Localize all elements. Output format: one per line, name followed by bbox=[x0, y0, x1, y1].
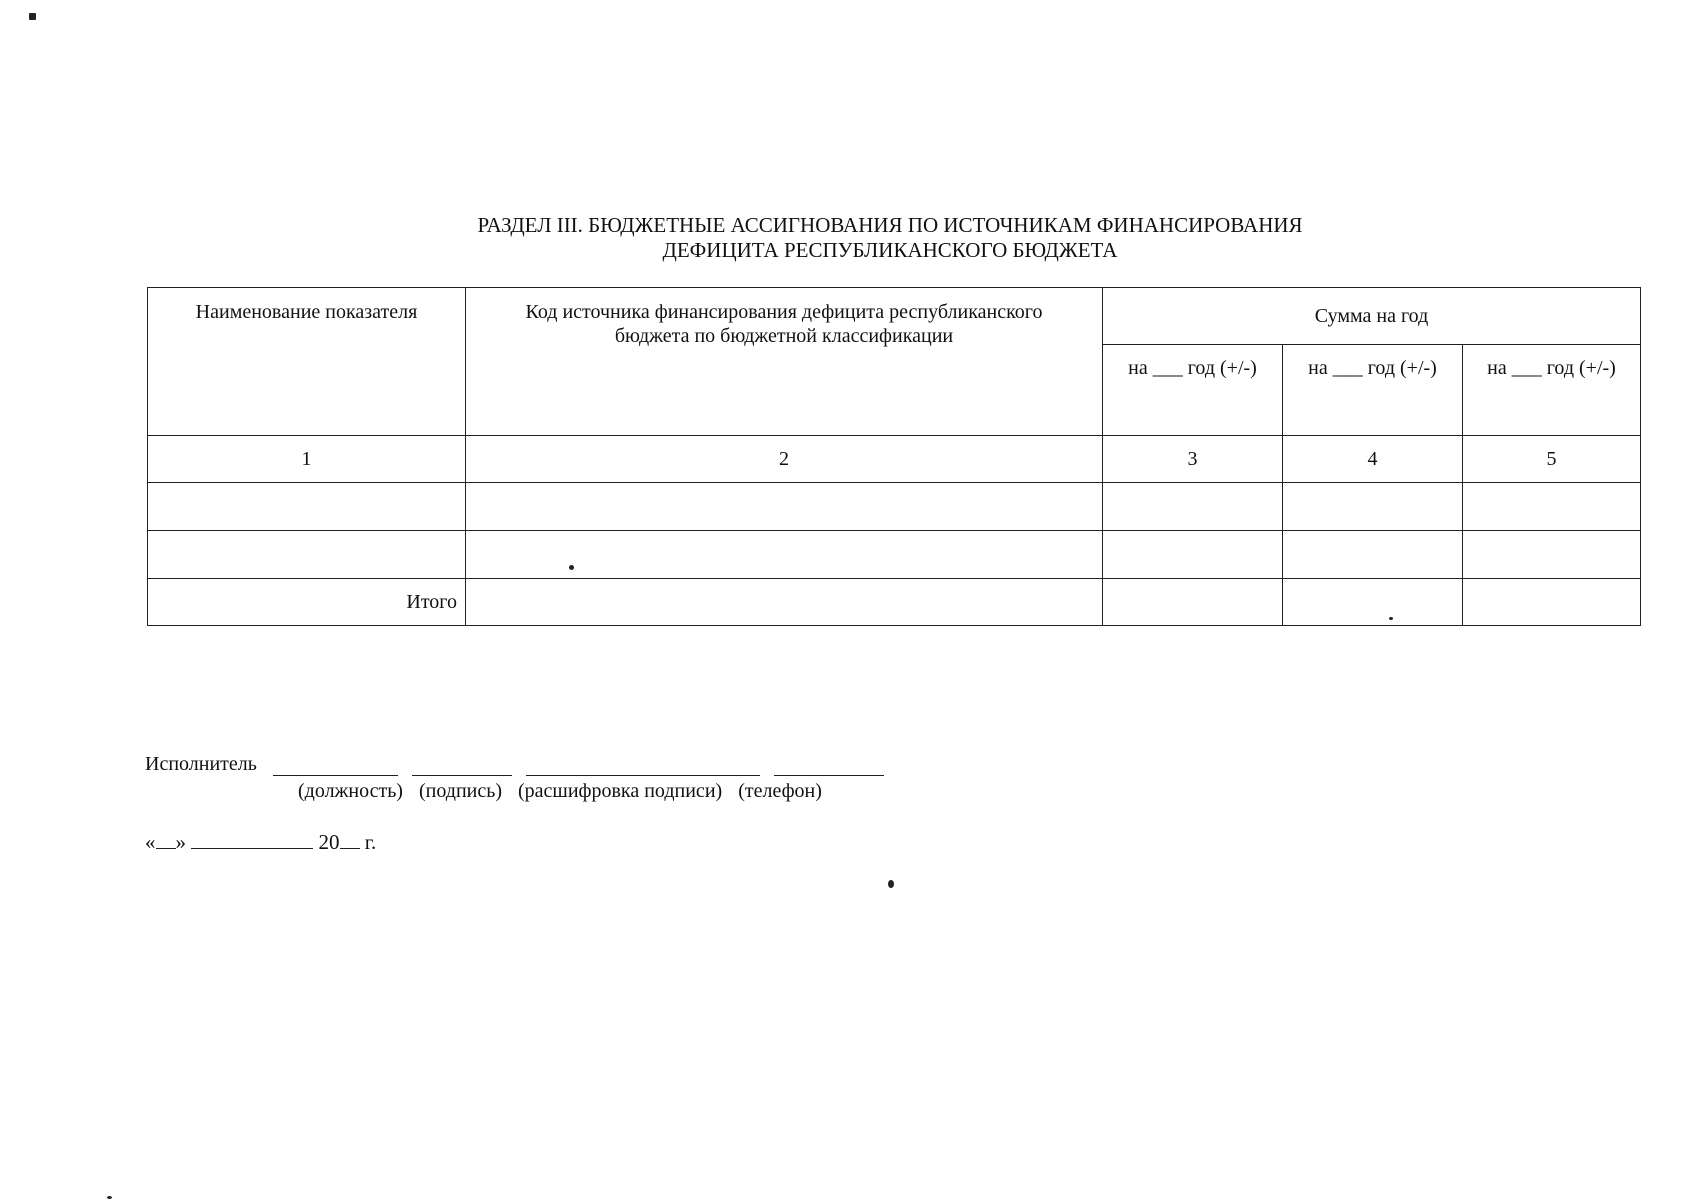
empty-cell[interactable] bbox=[1463, 579, 1641, 626]
empty-cell[interactable] bbox=[1463, 531, 1641, 579]
year-suffix: г. bbox=[364, 830, 377, 854]
header-row-1 bbox=[148, 288, 1641, 345]
scan-speck bbox=[888, 880, 894, 888]
empty-cell[interactable] bbox=[1283, 483, 1463, 531]
empty-cell[interactable] bbox=[1103, 579, 1283, 626]
column-number-row bbox=[148, 436, 1641, 483]
empty-cell[interactable] bbox=[466, 579, 1103, 626]
scan-speck bbox=[1389, 617, 1393, 620]
column-number-5: 5 bbox=[1463, 436, 1641, 483]
scan-speck bbox=[569, 565, 574, 570]
caption-position: (должность) bbox=[298, 780, 403, 802]
scan-speck bbox=[29, 13, 36, 20]
month-blank[interactable] bbox=[191, 830, 313, 849]
budget-sources-table bbox=[147, 287, 1641, 626]
empty-cell[interactable] bbox=[1463, 483, 1641, 531]
scan-speck bbox=[107, 1196, 112, 1199]
header-indicator-name: Наименование показателя bbox=[148, 288, 466, 436]
column-number-2: 2 bbox=[466, 436, 1103, 483]
empty-cell[interactable] bbox=[1283, 579, 1463, 626]
signature-blank[interactable] bbox=[412, 757, 512, 776]
section-title-line-1: РАЗДЕЛ III. БЮДЖЕТНЫЕ АССИГНОВАНИЯ ПО ИСТОЧНИКАМ ФИНАНСИРОВАНИЯ bbox=[477, 213, 1303, 237]
caption-signature: (подпись) bbox=[418, 780, 503, 802]
table-row bbox=[148, 483, 1641, 531]
signature-line bbox=[145, 753, 898, 776]
header-year-3: на ___ год (+/-) bbox=[1463, 345, 1641, 436]
date-close-quote: » bbox=[175, 830, 186, 854]
phone-blank[interactable] bbox=[774, 757, 884, 776]
caption-phone: (телефон) bbox=[738, 780, 822, 802]
empty-cell[interactable] bbox=[466, 531, 1103, 579]
date-open-quote: « bbox=[145, 830, 156, 854]
year-prefix: 20 bbox=[318, 830, 340, 854]
total-row bbox=[148, 579, 1641, 626]
signature-decoding-blank[interactable] bbox=[526, 757, 760, 776]
header-sum-per-year: Сумма на год bbox=[1103, 288, 1641, 345]
executor-signature-block bbox=[145, 753, 898, 803]
year-blank[interactable] bbox=[340, 830, 360, 849]
date-line bbox=[145, 830, 376, 855]
section-title-line-2: ДЕФИЦИТА РЕСПУБЛИКАНСКОГО БЮДЖЕТА bbox=[662, 238, 1118, 262]
column-number-3: 3 bbox=[1103, 436, 1283, 483]
empty-cell[interactable] bbox=[1103, 531, 1283, 579]
empty-cell[interactable] bbox=[148, 483, 466, 531]
table-row bbox=[148, 531, 1641, 579]
header-year-1: на ___ год (+/-) bbox=[1103, 345, 1283, 436]
header-year-2: на ___ год (+/-) bbox=[1283, 345, 1463, 436]
empty-cell[interactable] bbox=[1283, 531, 1463, 579]
section-title bbox=[140, 213, 1640, 263]
caption-signature-decoding: (расшифровка подписи) bbox=[518, 780, 723, 802]
total-label: Итого bbox=[148, 579, 466, 626]
day-blank[interactable] bbox=[156, 830, 176, 849]
empty-cell[interactable] bbox=[148, 531, 466, 579]
empty-cell[interactable] bbox=[466, 483, 1103, 531]
header-source-code: Код источника финансирования дефицита республиканского бюджета по бюджетной классификации bbox=[466, 288, 1103, 436]
position-blank[interactable] bbox=[273, 757, 398, 776]
signature-captions bbox=[298, 780, 898, 803]
empty-cell[interactable] bbox=[1103, 483, 1283, 531]
column-number-4: 4 bbox=[1283, 436, 1463, 483]
executor-label: Исполнитель bbox=[145, 753, 257, 775]
column-number-1: 1 bbox=[148, 436, 466, 483]
